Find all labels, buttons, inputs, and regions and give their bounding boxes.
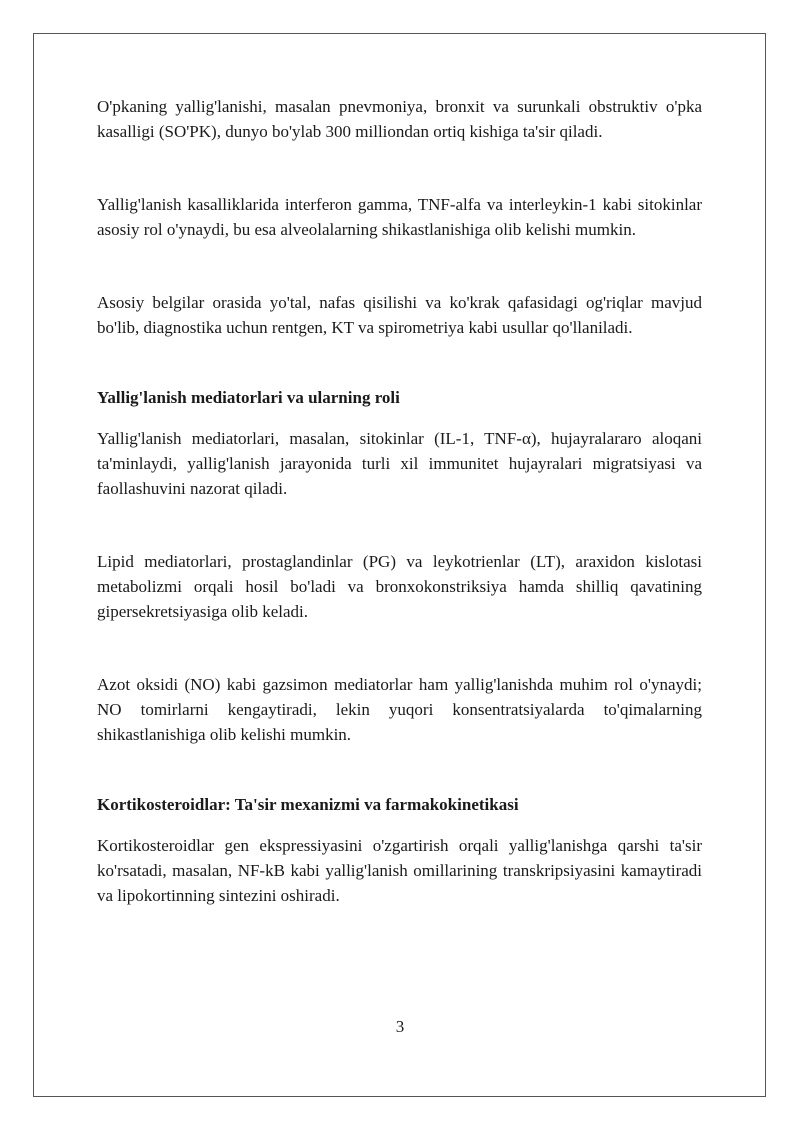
heading-spacer <box>97 817 702 833</box>
section-heading: Yallig'lanish mediatorlari va ularning roli <box>97 388 400 407</box>
paragraph: Yallig'lanish mediatorlari, masalan, sitokinlar (IL-1, TNF-α), hujayralararo aloqani ta'minlaydi, yallig'lanish jarayonida turli xil immunitet hujayralari migratsiyasi va faollashuvini nazorat qiladi. <box>97 429 702 498</box>
document-body <box>97 94 702 908</box>
paragraph: Lipid mediatorlari, prostaglandinlar (PG) va leykotrienlar (LT), araxidon kislotasi metabolizmi orqali hosil bo'ladi va bronxokonstriksiya hamda shilliq qavatining gipersekretsiyasiga olib keladi. <box>97 552 702 621</box>
paragraph-spacer <box>97 144 702 192</box>
paragraph-spacer <box>97 624 702 672</box>
section-heading: Kortikosteroidlar: Ta'sir mexanizmi va farmakokinetikasi <box>97 795 519 814</box>
section-spacer <box>97 747 702 792</box>
heading-spacer <box>97 410 702 426</box>
paragraph: O'pkaning yallig'lanishi, masalan pnevmoniya, bronxit va surunkali obstruktiv o'pka kasalligi (SO'PK), dunyo bo'ylab 300 milliondan ortiq kishiga ta'sir qiladi. <box>97 97 702 141</box>
paragraph-spacer <box>97 242 702 290</box>
paragraph: Asosiy belgilar orasida yo'tal, nafas qisilishi va ko'krak qafasidagi og'riqlar mavjud bo'lib, diagnostika uchun rentgen, KT va spirometriya kabi usullar qo'llaniladi. <box>97 293 702 337</box>
paragraph: Azot oksidi (NO) kabi gazsimon mediatorlar ham yallig'lanishda muhim rol o'ynaydi; NO tomirlarni kengaytiradi, lekin yuqori konsentratsiyalarda to'qimalarning shikastlanishiga olib kelishi mumkin. <box>97 675 702 744</box>
section-spacer <box>97 340 702 385</box>
paragraph: Kortikosteroidlar gen ekspressiyasini o'zgartirish orqali yallig'lanishga qarshi ta'sir ko'rsatadi, masalan, NF-kB kabi yallig'lanish omillarining transkripsiyasini kamaytiradi va lipokortinning sintezini oshiradi. <box>97 836 702 905</box>
paragraph: Yallig'lanish kasalliklarida interferon gamma, TNF-alfa va interleykin-1 kabi sitokinlar asosiy rol o'ynaydi, bu esa alveolalarning shikastlanishiga olib kelishi mumkin. <box>97 195 702 239</box>
page-number: 3 <box>395 1017 405 1036</box>
paragraph-spacer <box>97 501 702 549</box>
